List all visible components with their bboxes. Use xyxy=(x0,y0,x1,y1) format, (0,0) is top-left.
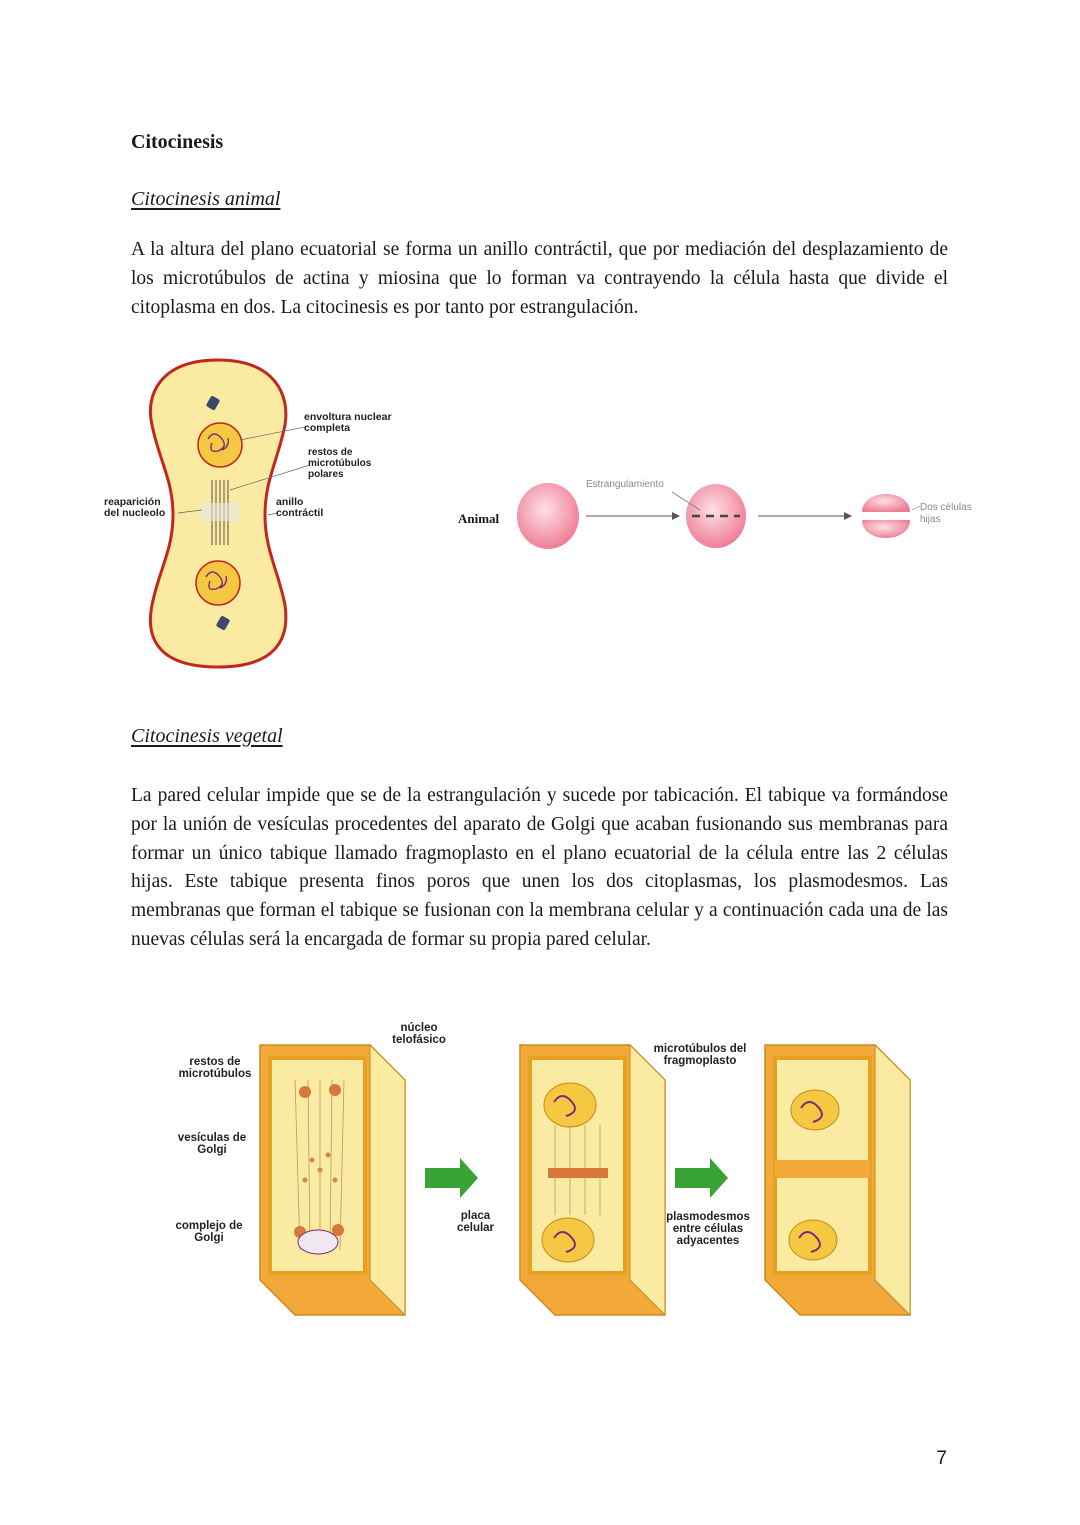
label-placa: placa celular xyxy=(456,1210,495,1234)
subheading-vegetal: Citocinesis vegetal xyxy=(131,725,283,747)
label-restos-microtubulos: restos de microtúbulos xyxy=(178,1056,252,1080)
label-vesiculas: vesículas de Golgi xyxy=(177,1132,247,1156)
label-dos-celulas: Dos células hijas xyxy=(920,502,972,525)
plant-cytokinesis-figure xyxy=(250,1020,910,1330)
strangulation-diagram xyxy=(510,470,980,560)
label-estrangulamiento: Estrangulamiento xyxy=(586,479,664,490)
subheading-animal: Citocinesis animal xyxy=(131,188,281,210)
paragraph-vegetal: La pared celular impide que se de la estrangulación y sucede por tabicación. El tabique va formándose por la unión de vesículas procedentes del aparato de Golgi que acaban fusionando sus membranas para formar un único tabique llamado fragmoplasto en el plano ecuatorial de la célula entre las 2 células hijas. Este tabique presenta finos poros que unen los dos citoplasmas, los plasmodesmos. Las membranas que forman el tabique se fusionan con la membrana celular y a continuación cada una de las nuevas células será la encargada de formar su propia pared celular. xyxy=(131,785,948,950)
label-reaparicion: reaparición del nucleolo xyxy=(104,496,166,519)
paragraph-animal: A la altura del plano ecuatorial se forma un anillo contráctil, que por mediación del desplazamiento de los microtúbulos de actina y miosina que lo forman va contrayendo la célula hasta que divide el citoplasma en dos. La citocinesis es por tanto por estrangulación. xyxy=(131,239,948,318)
label-microtubulos-fragmoplasto: microtúbulos del fragmoplasto xyxy=(653,1043,747,1067)
label-nucleo: núcleo telofásico xyxy=(392,1022,446,1046)
label-animal: Animal xyxy=(458,511,500,526)
section-heading: Citocinesis xyxy=(131,131,224,153)
label-plasmodesmos: plasmodesmos entre células adyacentes xyxy=(666,1211,750,1247)
label-anillo: anillo contráctil xyxy=(276,496,324,519)
label-restos-polares: restos de microtúbulos polares xyxy=(308,447,372,480)
page-number: 7 xyxy=(936,1448,947,1469)
label-envoltura: envoltura nuclear completa xyxy=(304,411,392,434)
label-complejo: complejo de Golgi xyxy=(175,1220,243,1244)
